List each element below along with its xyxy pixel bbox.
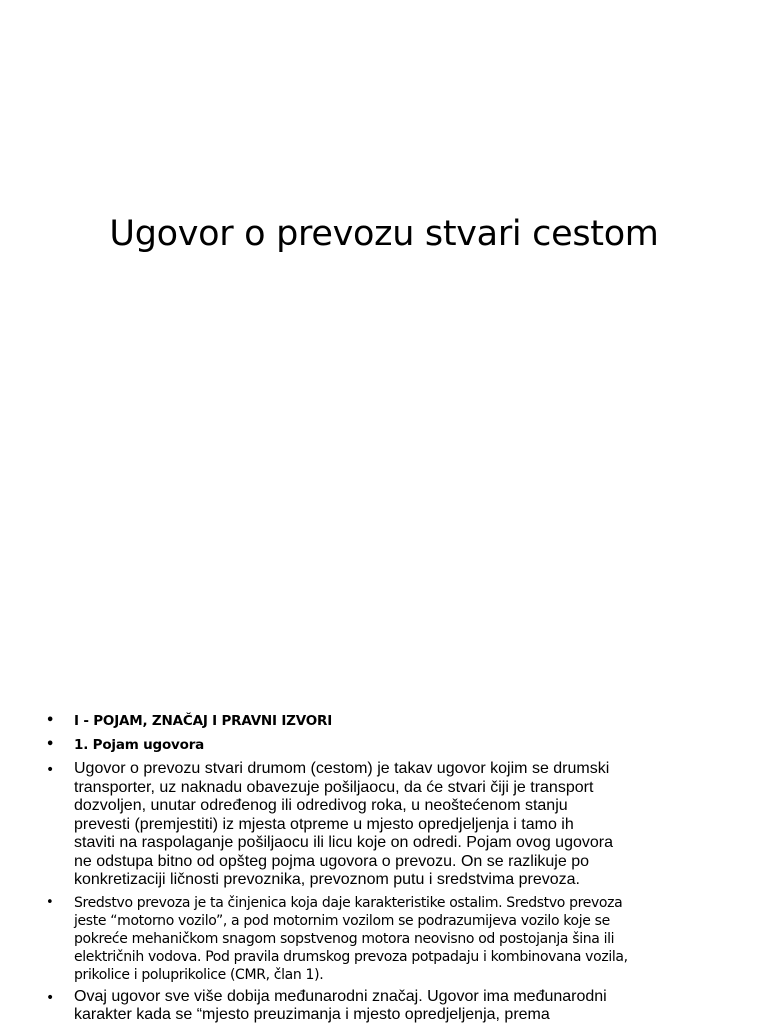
paragraph-line: jeste “motorno vozilo”, a pod motornim vozilom se podrazumijeva vozilo koje se [74, 912, 610, 929]
list-item-subheading [46, 736, 736, 754]
paragraph-line: ne odstupa bitno od opšteg pojma ugovora o prevozu. On se razlikuje po [74, 852, 589, 870]
paragraph-line: staviti na raspolaganje pošiljaocu ili licu koje on odredi. Pojam ovog ugovora [74, 834, 613, 851]
bullet-dot-icon: • [46, 762, 55, 778]
slide-title: Ugovor o prevozu stvari cestom [109, 214, 659, 254]
paragraph-line: pokreće mehaničkom snagom sopstvenog motora neovisno od postojanja šina ili [74, 930, 615, 947]
bullet-dot-icon: • [46, 894, 54, 910]
list-item-vehicle [46, 894, 736, 984]
paragraph-line: dozvoljen, unutar određenog ili odredivog roka, u neoštećenom stanju [74, 797, 568, 814]
subsection-heading: 1. Pojam ugovora [74, 737, 205, 753]
paragraph-line: konkretizaciji ličnosti prevoznika, prevoznom putu i sredstvima prevoza. [74, 871, 580, 888]
list-item-section-heading [46, 712, 736, 730]
paragraph-line: karakter kada se “mjesto preuzimanja i mjesto opredjeljenja, prema [74, 1006, 550, 1023]
paragraph-line: prevesti (premjestiti) iz mjesta otpreme u mjesto opredjeljenja i tamo ih [74, 815, 574, 833]
paragraph-line: Ugovor o prevozu stvari drumom (cestom) je takav ugovor kojim se drumski [74, 760, 610, 777]
section-heading: I - POJAM, ZNAČAJ I PRAVNI IZVORI [74, 713, 333, 729]
bullet-list [46, 712, 736, 1024]
paragraph-line: Sredstvo prevoza je ta činjenica koja daje karakteristike ostalim. Sredstvo prevoza [74, 894, 623, 911]
paragraph-line: električnih vodova. Pod pravila drumskog prevoza potpadaju i kombinovana vozila, [74, 948, 628, 965]
bullet-dot-icon: • [46, 713, 55, 728]
bullet-dot-icon: • [46, 989, 55, 1006]
bullet-dot-icon: • [46, 737, 55, 752]
list-item-definition [46, 760, 736, 890]
paragraph-line: transporter, uz naknadu obavezuje pošiljaocu, da će stvari čiji je transport [74, 778, 594, 796]
list-item-international [46, 988, 736, 1024]
paragraph-line: prikolice i poluprikolice (CMR, član 1). [74, 966, 324, 983]
paragraph-line: Ovaj ugovor sve više dobija međunarodni značaj. Ugovor ima međunarodni [74, 987, 607, 1005]
